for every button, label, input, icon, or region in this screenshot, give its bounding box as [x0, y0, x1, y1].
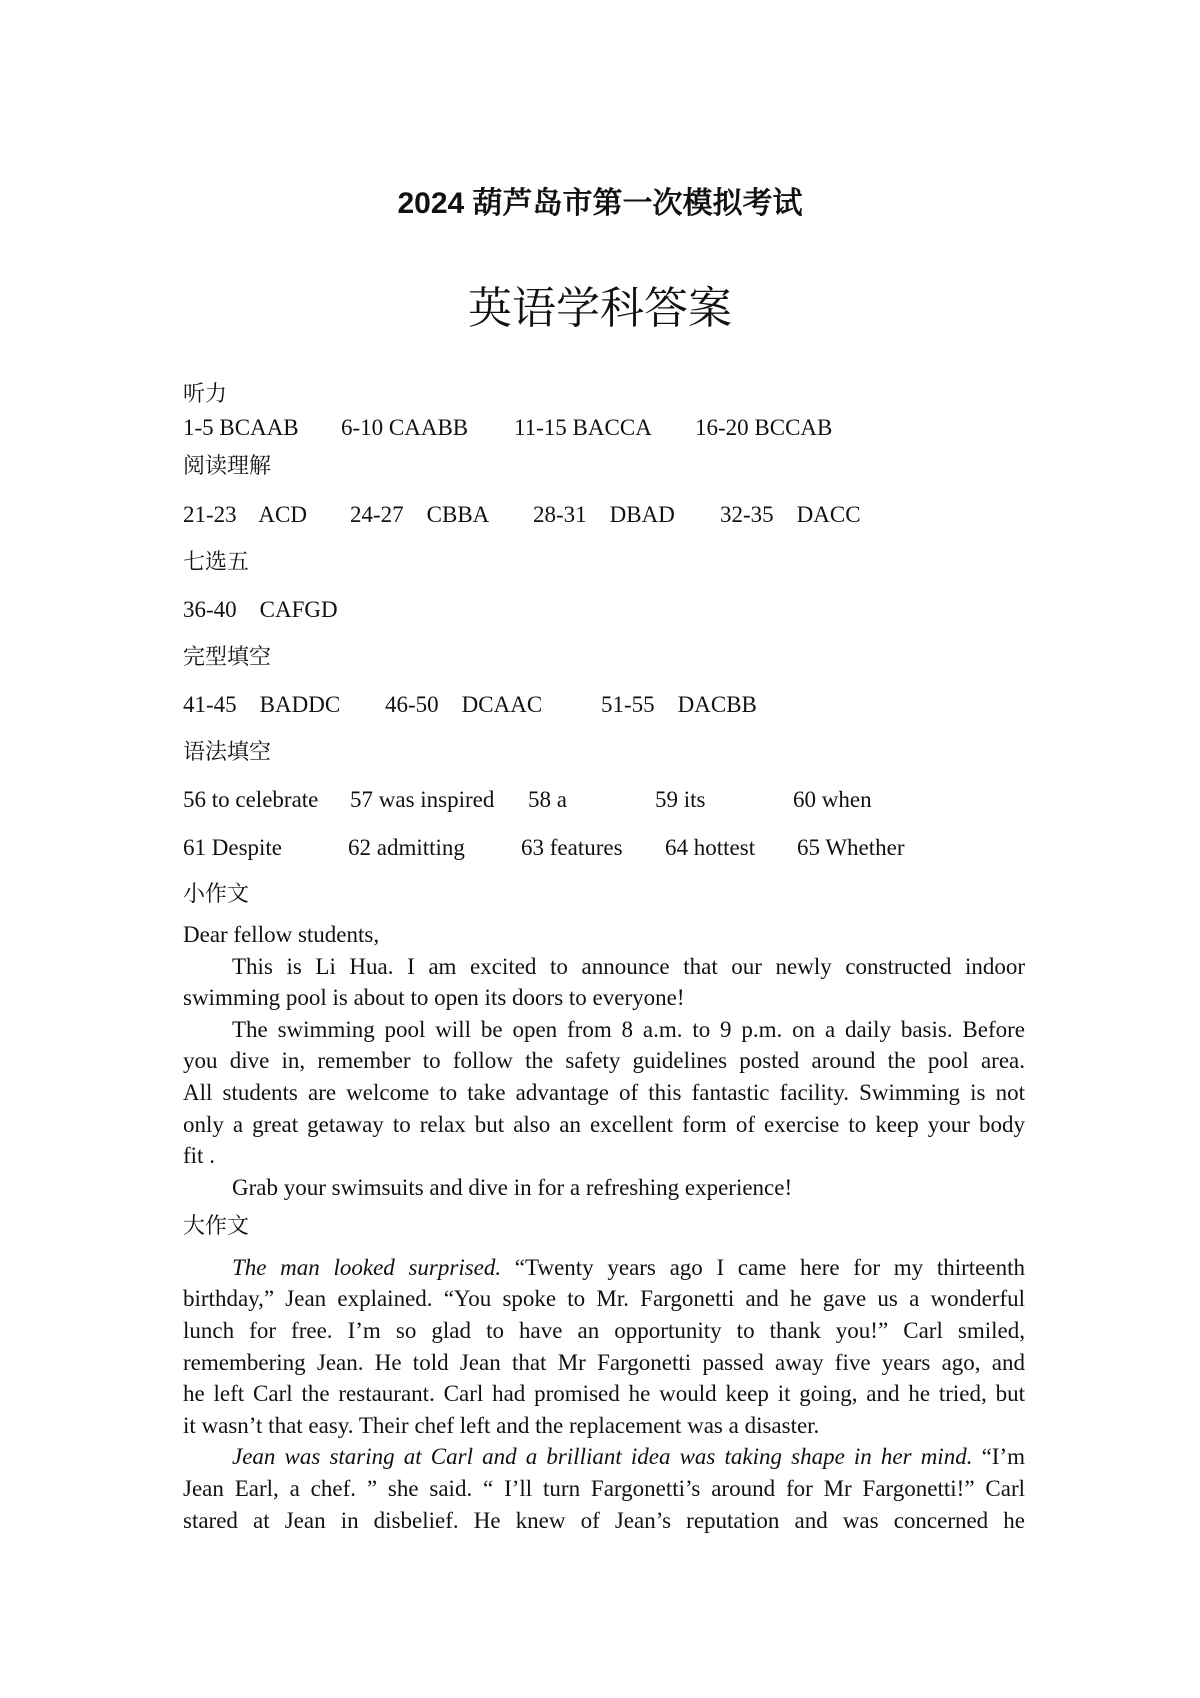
answer-item: 57 was inspired — [350, 787, 495, 812]
essay-line — [232, 1254, 1025, 1282]
italic-prompt: Jean was staring at Carl and a brilliant idea was taking shape in her mind. — [232, 1444, 973, 1469]
essay-line: birthday,” Jean explained. “You spoke to Mr. Fargonetti and he gave us a wonderful — [183, 1286, 1025, 1311]
heading-seven-choose-five: 七选五 — [183, 550, 250, 575]
answer-item: 58 a — [528, 787, 567, 812]
answer-item: 41-45 BADDC — [183, 692, 341, 717]
answer-item: 61 Despite — [183, 835, 283, 860]
essay-line: lunch for free. I’m so glad to have an opportunity to thank you!” Carl smiled, — [183, 1318, 1025, 1343]
answer-item: 60 when — [793, 787, 872, 812]
answer-item: 28-31 DBAD — [533, 502, 675, 527]
exam-title: 2024 葫芦岛市第一次模拟考试 — [397, 187, 803, 220]
heading-listening: 听力 — [183, 382, 228, 407]
heading-grammar: 语法填空 — [183, 740, 272, 765]
answer-item: 1-5 BCAAB — [183, 415, 299, 440]
answer-item: 63 features — [521, 835, 623, 860]
essay-text: “I’m — [972, 1444, 1025, 1469]
essay-line: Grab your swimsuits and dive in for a refreshing experience! — [232, 1175, 793, 1200]
essay-text: “Twenty years ago I came here for my thirteenth — [501, 1255, 1025, 1280]
answer-item: 24-27 CBBA — [350, 502, 490, 527]
essay-line: it wasn’t that easy. Their chef left and the replacement was a disaster. — [183, 1413, 820, 1438]
answer-item: 65 Whether — [797, 835, 905, 860]
page-subtitle: 英语学科答案 — [468, 284, 732, 333]
heading-cloze: 完型填空 — [183, 645, 272, 670]
essay-line: you dive in, remember to follow the safety guidelines posted around the pool area. — [183, 1048, 1025, 1073]
essay-line: This is Li Hua. I am excited to announce that our newly constructed indoor — [232, 954, 1025, 979]
answer-item: 16-20 BCCAB — [695, 415, 833, 440]
answer-item: 56 to celebrate — [183, 787, 319, 812]
essay-line: Jean Earl, a chef. ” she said. “ I’ll turn Fargonetti’s around for Mr Fargonetti!” Carl — [183, 1476, 1025, 1501]
answer-item: 21-23 ACD — [183, 502, 307, 527]
answer-item: 51-55 DACBB — [601, 692, 757, 717]
essay-line: fit . — [183, 1143, 215, 1168]
heading-long-essay: 大作文 — [183, 1214, 250, 1239]
essay-line — [232, 1443, 1025, 1471]
answer-item: 59 its — [655, 787, 706, 812]
answer-item: 32-35 DACC — [720, 502, 861, 527]
essay-line: Dear fellow students, — [183, 922, 380, 947]
heading-short-essay: 小作文 — [183, 882, 250, 907]
answer-item: 62 admitting — [348, 835, 465, 860]
essay-line: All students are welcome to take advantage of this fantastic facility. Swimming is not — [183, 1080, 1025, 1105]
answer-item: 64 hottest — [665, 835, 756, 860]
heading-reading: 阅读理解 — [183, 454, 272, 479]
essay-line: only a great getaway to relax but also an excellent form of exercise to keep your body — [183, 1112, 1025, 1137]
italic-prompt: The man looked surprised. — [232, 1255, 502, 1280]
essay-line: stared at Jean in disbelief. He knew of Jean’s reputation and was concerned he — [183, 1508, 1025, 1533]
answer-item: 36-40 CAFGD — [183, 597, 338, 622]
essay-line: The swimming pool will be open from 8 a.m. to 9 p.m. on a daily basis. Before — [232, 1017, 1025, 1042]
answer-item: 46-50 DCAAC — [385, 692, 543, 717]
answer-item: 6-10 CAABB — [341, 415, 469, 440]
essay-line: he left Carl the restaurant. Carl had promised he would keep it going, and he tried, but — [183, 1381, 1025, 1406]
essay-line: remembering Jean. He told Jean that Mr Fargonetti passed away five years ago, and — [183, 1350, 1025, 1375]
essay-line: swimming pool is about to open its doors to everyone! — [183, 985, 685, 1010]
answer-item: 11-15 BACCA — [514, 415, 652, 440]
